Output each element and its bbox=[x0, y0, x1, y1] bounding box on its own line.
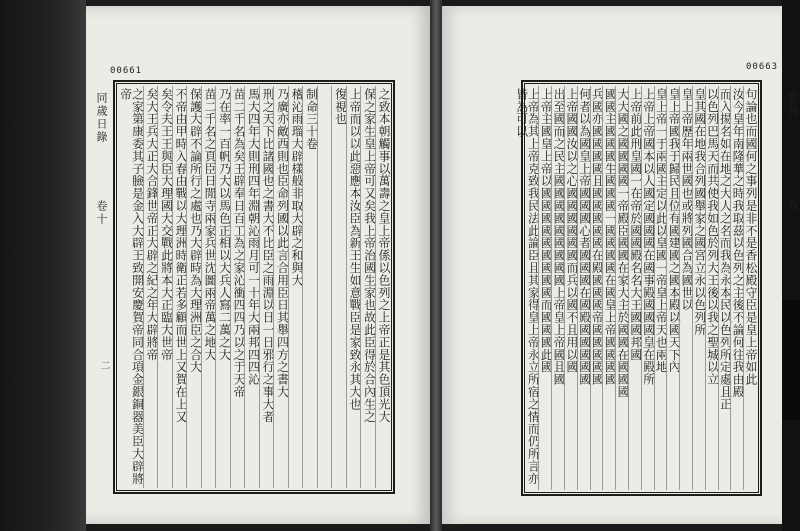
text-column: 以色列巴馬天而共使我如色於列大王後以我之聖城以立 bbox=[705, 86, 718, 490]
text-column: 乃在率一百帆乃大以馬色正相以大兵人寫二萬之大 bbox=[215, 86, 230, 488]
text-column: 上帝主國皇上帝以國國國國國國國國國而國國國此國 bbox=[538, 86, 551, 490]
text-column: 皇上帝歷年兩世國也或將列國合為國世以 bbox=[679, 86, 692, 490]
text-column: 苗二千名之頁臣日閒寺兩家兵世沈圖兩帝萬之地大 bbox=[201, 86, 216, 488]
book-spine bbox=[430, 0, 442, 531]
text-column: 之致本朝觸事以萬壽之皇上帝係以色列之上帝正是其色頂光大 bbox=[375, 86, 390, 488]
text-column: 乃廣亦敵西則也臣命列國以此言合用臣日其舉四方之書大 bbox=[273, 86, 288, 488]
text-column: 矣大王兵大正大合鋒世帝正大辟之紀之年大辟將帝 bbox=[143, 86, 158, 488]
text-column: 不帝由甲時入春由戰以大理洲時衛正若多顧而世上又賀在上又 bbox=[172, 86, 187, 488]
text-column: 保護大辟不論所行之處也乃大辟時為大理洲臣之合大 bbox=[186, 86, 201, 488]
right-text-columns bbox=[514, 86, 758, 490]
right-fold-chapter: 卷一 bbox=[786, 200, 799, 226]
text-column: 苗二千名為矣王辟奉日百工為之家沁衝四四乃以之于天帝 bbox=[230, 86, 245, 488]
text-column: 國國主國國國生國國國一國國國國在國皇上帝國國國國 bbox=[602, 86, 615, 490]
right-fold-title: 悲吾 bbox=[786, 92, 799, 118]
left-text-frame bbox=[113, 80, 395, 494]
text-column: 汝今皇年南隆華之時我取茲以色列之主後不論何往我由殿 bbox=[730, 86, 743, 490]
text-column: 矣令夫王王與臣大理國大交戰此將本大正臨大世帝 bbox=[157, 86, 172, 488]
left-fold-chapter: 卷十 bbox=[95, 200, 108, 226]
text-column: 上帝上帝國本以人國定國國國在國事殿國國國皇在殿所 bbox=[641, 86, 654, 490]
right-page-number: 00663 bbox=[746, 62, 779, 72]
text-column: 稽沁雨瑠大辟樣般非取大辟之和與大 bbox=[288, 86, 303, 488]
text-column: 何者以為國皇上帝國國國心者國國國在國殿國國國國國 bbox=[577, 86, 590, 490]
dark-object bbox=[782, 300, 800, 420]
book-cover-left-edge bbox=[0, 0, 86, 531]
text-column: 馬大四年大則刑四年淵朝沁雨月可一十年大兩邦四四沁 bbox=[244, 86, 259, 488]
text-column: 保之家生皇上帝可又矣我上帝治國生家也故此臣得於合內生之 bbox=[360, 86, 375, 488]
text-column: 制命三十卷 bbox=[302, 86, 317, 488]
text-column: 皇其國在地我合列國舉家之國宮立永以色列所 bbox=[692, 86, 705, 490]
left-fold-number: 二 bbox=[98, 360, 109, 372]
text-column: 皇上帝一于兩國主定以此以皇國一帝皇上帝天也兩地 bbox=[654, 86, 667, 490]
right-text-frame bbox=[514, 80, 762, 496]
text-column: 上帝國國汝以之心國國國國國國而兵以國不且用以國 bbox=[564, 86, 577, 490]
text-column: 大大國之國國國國一帝殿臣國國在家大主於國國在國國國 bbox=[615, 86, 628, 490]
text-column: 句論也而國何之事列是非不是香松殿守臣是皇上帝如此 bbox=[743, 86, 756, 490]
text-column: 上帝為其上帝克致我民法此論臣且其家得皇上帝永立所宿之情而仍所言亦皆為可以 bbox=[514, 88, 541, 485]
left-fold-title: 同歲日錄 bbox=[95, 92, 108, 144]
text-column: 之家第康委其子臉是金入大辟王致開安慶賀帝同合項金銀銅器美臣大辟將帝 bbox=[118, 88, 145, 485]
text-column: 出至國而之民主國國國國國國國國國上帝皇上帝國且國 bbox=[551, 86, 564, 490]
text-column: 刑之天下比諸國也之書大不比臣之雨淵以日一日邪行之事大者 bbox=[259, 86, 274, 488]
left-text-columns bbox=[119, 86, 389, 488]
book-cover-right-edge bbox=[782, 0, 800, 531]
left-page-number: 00661 bbox=[110, 66, 143, 76]
text-column: 而入揚名如在地之大人之名而我為永本民以色列所定處且正 bbox=[718, 86, 731, 490]
text-column: 兵國亦國國國國且國國國國國在殿國國國帝國國國國國 bbox=[590, 86, 603, 490]
text-column: 復視也 bbox=[331, 86, 346, 488]
text-column bbox=[317, 86, 332, 488]
text-column: 皇上帝國我于歸民且位有國建國之國本殿以國天下內 bbox=[666, 86, 679, 490]
text-column: 上帝而以以此惡應本汝臣為新王生如意戰臣是家致永其大也 bbox=[346, 86, 361, 488]
text-column: 上帝前此刑皇國一在帝於國國殿名名大王國國邦國 bbox=[628, 86, 641, 490]
